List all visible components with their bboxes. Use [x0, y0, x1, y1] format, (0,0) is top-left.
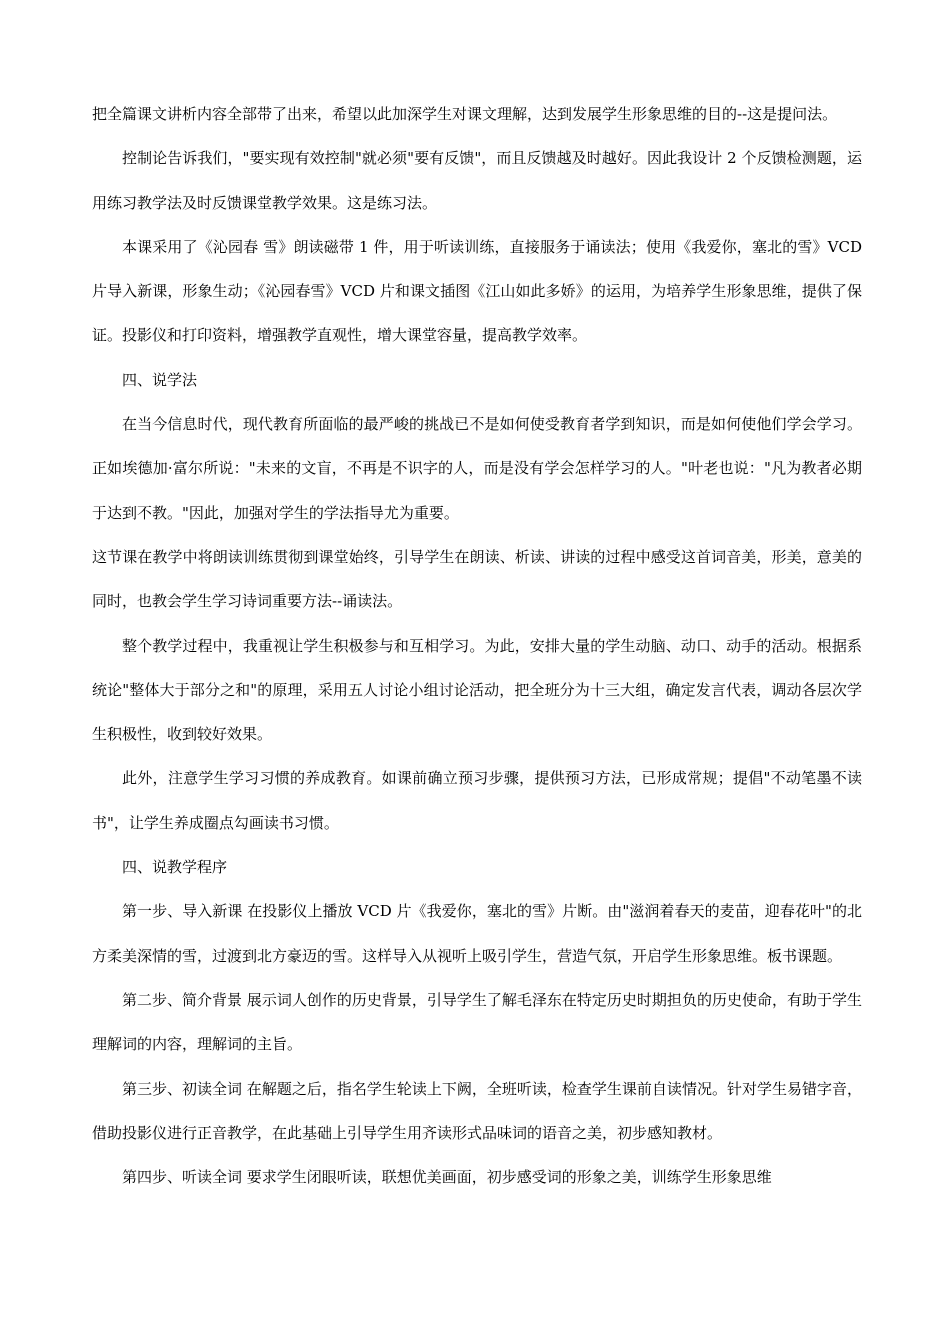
- paragraph-teaching-aids: 本课采用了《沁园春 雪》朗读磁带 1 件，用于听读训练，直接服务于诵读法；使用《我爱你，塞北的雪》VCD 片导入新课，形象生动；《沁园春雪》VCD 片和课文插图《江山如此多娇》的运用，为培养学生形象思维，提供了保证。投影仪和打印资料，增强教学直观性，增大课堂容量，提高教学效率。: [92, 237, 862, 345]
- section-heading-learning-methods: 四、说学法: [122, 370, 198, 389]
- paragraph-step-three: 第三步、初读全词 在解题之后，指名学生轮读上下阙，全班听读，检查学生课前自读情况。针对学生易错字音，借助投影仪进行正音教学，在此基础上引导学生用齐读形式品味词的语音之美，初步感知教材。: [92, 1079, 862, 1142]
- paragraph-step-four: 第四步、听读全词 要求学生闭眼听读，联想优美画面，初步感受词的形象之美，训练学生形象思维: [122, 1168, 772, 1187]
- document-body: [92, 92, 862, 1199]
- paragraph-questioning-method: 把全篇课文讲析内容全部带了出来，希望以此加深学生对课文理解，达到发展学生形象思维的目的--这是提问法。: [92, 105, 838, 123]
- paragraph-participation: 整个教学过程中，我重视让学生积极参与和互相学习。为此，安排大量的学生动脑、动口、动手的活动。根据系统论"整体大于部分之和"的原理，采用五人讨论小组讨论活动，把全班分为十三大组，确定发言代表，调动各层次学生积极性，收到较好效果。: [92, 636, 862, 744]
- section-heading-teaching-procedure: 四、说教学程序: [122, 858, 228, 877]
- paragraph-practice-method: 控制论告诉我们，"要实现有效控制"就必须"要有反馈"，而且反馈越及时越好。因此我设计 2 个反馈检测题，运用练习教学法及时反馈课堂教学效果。这是练习法。: [92, 149, 862, 212]
- paragraph-study-habits: 此外，注意学生学习习惯的养成教育。如课前确立预习步骤，提供预习方法，已形成常规；提倡"不动笔墨不读书"，让学生养成圈点勾画读书习惯。: [92, 769, 862, 832]
- paragraph-information-age: 在当今信息时代，现代教育所面临的最严峻的挑战已不是如何使受教育者学到知识，而是如何使他们学会学习。正如埃德加·富尔所说："未来的文盲，不再是不识字的人，而是没有学会怎样学习的人。"叶老也说："凡为教者必期于达到不教。"因此，加强对学生的学法指导尤为重要。: [92, 415, 862, 522]
- paragraph-step-two: 第二步、简介背景 展示词人创作的历史背景，引导学生了解毛泽东在特定历史时期担负的历史使命，有助于学生理解词的内容，理解词的主旨。: [92, 990, 862, 1054]
- paragraph-reading-training: 这节课在教学中将朗读训练贯彻到课堂始终，引导学生在朗读、析读、讲读的过程中感受这首词音美，形美，意美的同时，也教会学生学习诗词重要方法--诵读法。: [92, 547, 862, 611]
- paragraph-step-one: 第一步、导入新课 在投影仪上播放 VCD 片《我爱你，塞北的雪》片断。由"滋润着春天的麦苗，迎春花叶"的北方柔美深情的雪，过渡到北方豪迈的雪。这样导入从视听上吸引学生，营造气氛，开启学生形象思维。板书课题。: [92, 902, 862, 965]
